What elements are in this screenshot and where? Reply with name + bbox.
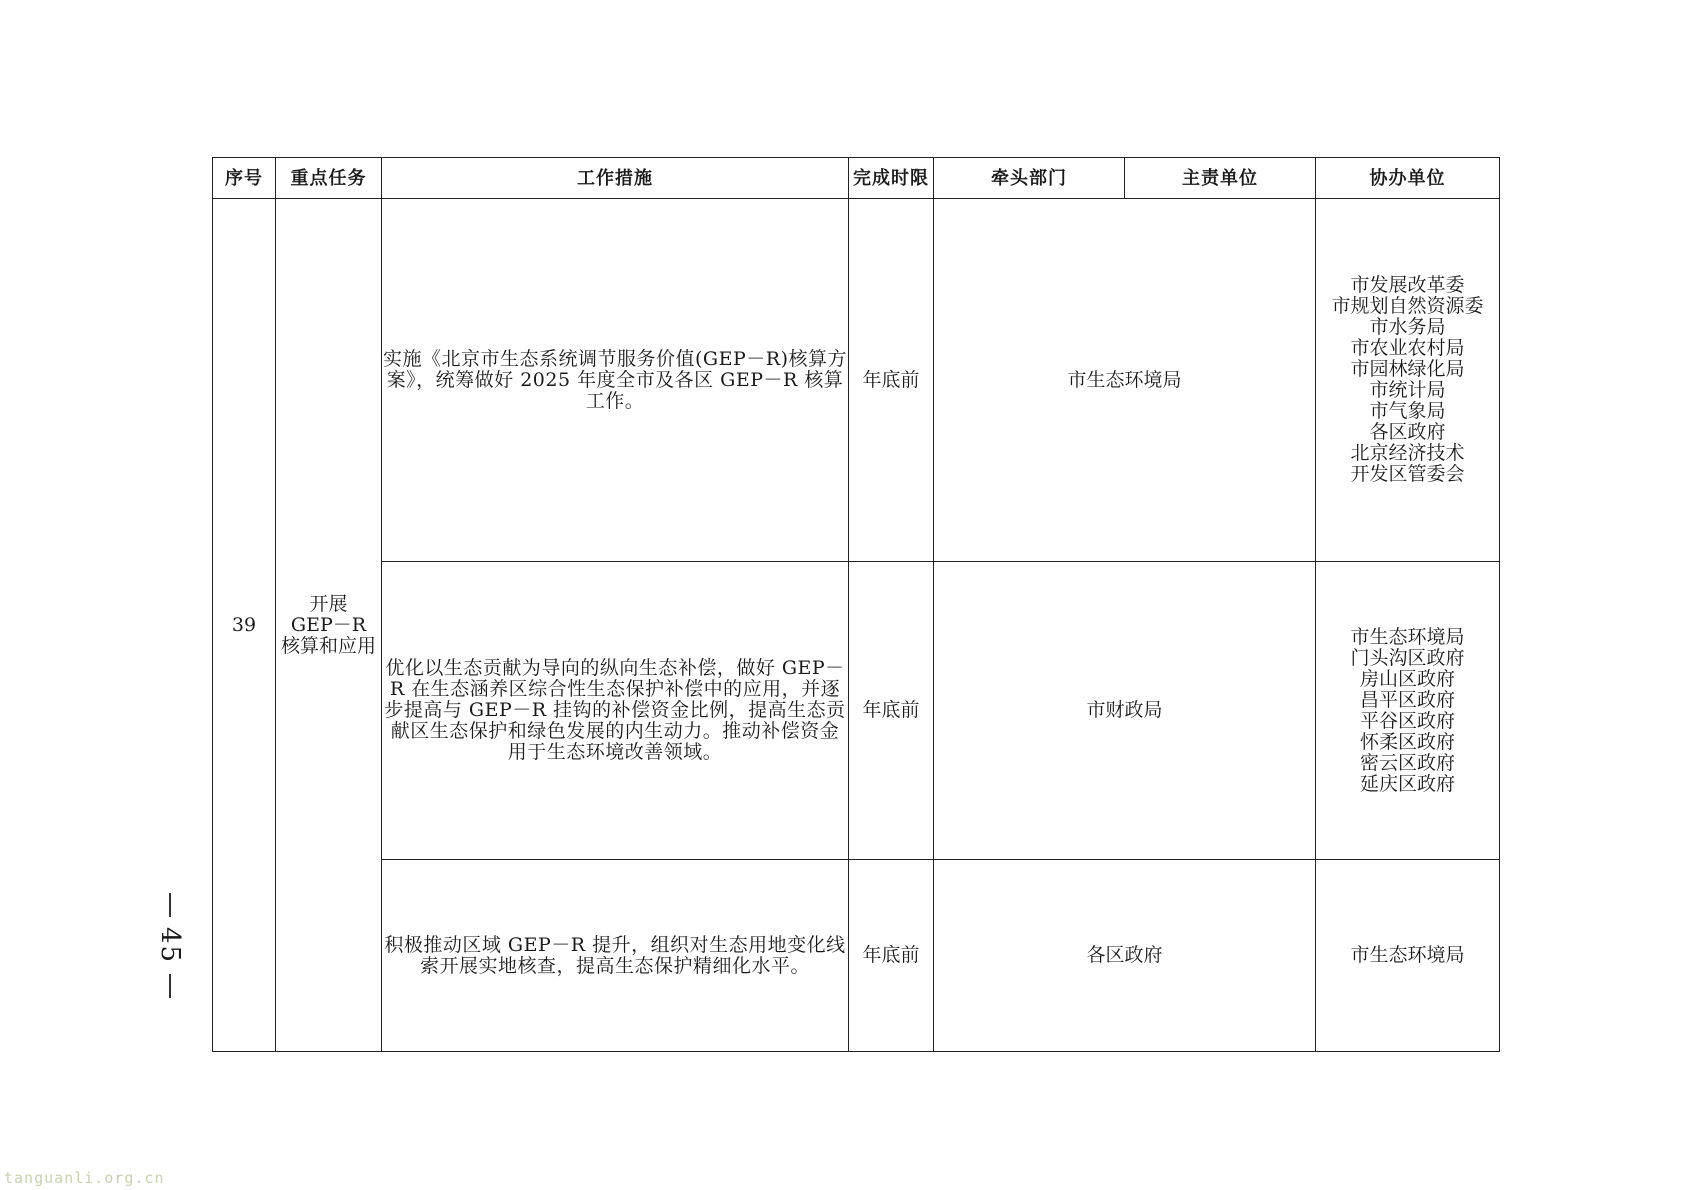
assist-cell [1316, 860, 1500, 1052]
assist-unit: 市气象局 [1369, 400, 1446, 422]
deadline-cell: 年底前 [849, 860, 934, 1052]
assist-unit: 市生态环境局 [1350, 625, 1465, 648]
deadline-cell: 年底前 [849, 199, 934, 562]
table-row [213, 199, 1500, 562]
measure-cell: 优化以生态贡献为导向的纵向生态补偿，做好 GEP－R 在生态涵养区综合性生态保护补偿中的应用，并逐步提高与 GEP－R 挂钩的补偿资金比例，提高生态贡献区生态保护和绿色发展的内生动力。推动补偿资金用于生态环境改善领域。 [382, 562, 849, 860]
assist-unit: 平谷区政府 [1359, 709, 1455, 732]
assist-unit: 延庆区政府 [1359, 772, 1455, 795]
assist-unit: 各区政府 [1369, 421, 1446, 443]
assist-unit: 北京经济技术 [1350, 442, 1465, 464]
measure-cell: 实施《北京市生态系统调节服务价值(GEP－R)核算方案》，统筹做好 2025 年度全市及各区 GEP－R 核算工作。 [382, 199, 849, 562]
assist-unit: 市园林绿化局 [1350, 358, 1465, 380]
lead-cell: 市生态环境局 [934, 199, 1316, 562]
header-serial: 序号 [213, 158, 276, 199]
lead-cell: 各区政府 [934, 860, 1316, 1052]
serial-cell: 39 [213, 199, 276, 1052]
assist-unit: 市统计局 [1369, 379, 1446, 401]
assist-unit: 门头沟区政府 [1350, 646, 1465, 669]
lead-cell: 市财政局 [934, 562, 1316, 860]
assist-cell [1316, 199, 1500, 562]
header-responsible: 主责单位 [1125, 158, 1316, 199]
table-row [213, 562, 1500, 860]
assist-unit: 市农业农村局 [1350, 337, 1465, 359]
task-line: GEP－R [290, 613, 367, 636]
assist-cell [1316, 562, 1500, 860]
assist-unit: 昌平区政府 [1359, 688, 1455, 711]
assist-unit: 市规划自然资源委 [1331, 295, 1484, 317]
assist-unit: 怀柔区政府 [1359, 730, 1455, 753]
header-deadline: 完成时限 [849, 158, 934, 199]
assist-unit: 市水务局 [1369, 316, 1446, 338]
task-line: 核算和应用 [280, 634, 376, 657]
assist-unit: 开发区管委会 [1350, 463, 1465, 485]
header-measure: 工作措施 [382, 158, 849, 199]
assist-unit: 市生态环境局 [1350, 944, 1465, 966]
assist-unit: 密云区政府 [1359, 751, 1455, 774]
measure-cell: 积极推动区域 GEP－R 提升，组织对生态用地变化线索开展实地核查，提高生态保护精细化水平。 [382, 860, 849, 1052]
header-lead: 牵头部门 [934, 158, 1125, 199]
watermark: tanguanli.org.cn [4, 1169, 165, 1187]
table-header-row [213, 158, 1500, 199]
deadline-cell: 年底前 [849, 562, 934, 860]
page-number-text: 45 [155, 927, 185, 965]
task-table [212, 157, 1500, 1052]
task-line: 开展 [309, 592, 348, 615]
assist-unit: 市发展改革委 [1350, 274, 1465, 296]
page-number-dash [169, 974, 171, 998]
header-task: 重点任务 [276, 158, 382, 199]
table-row [213, 860, 1500, 1052]
page-number [155, 893, 185, 1023]
header-assist: 协办单位 [1316, 158, 1500, 199]
page-number-dash [169, 893, 171, 917]
task-cell [276, 199, 382, 1052]
assist-unit: 房山区政府 [1359, 667, 1455, 690]
